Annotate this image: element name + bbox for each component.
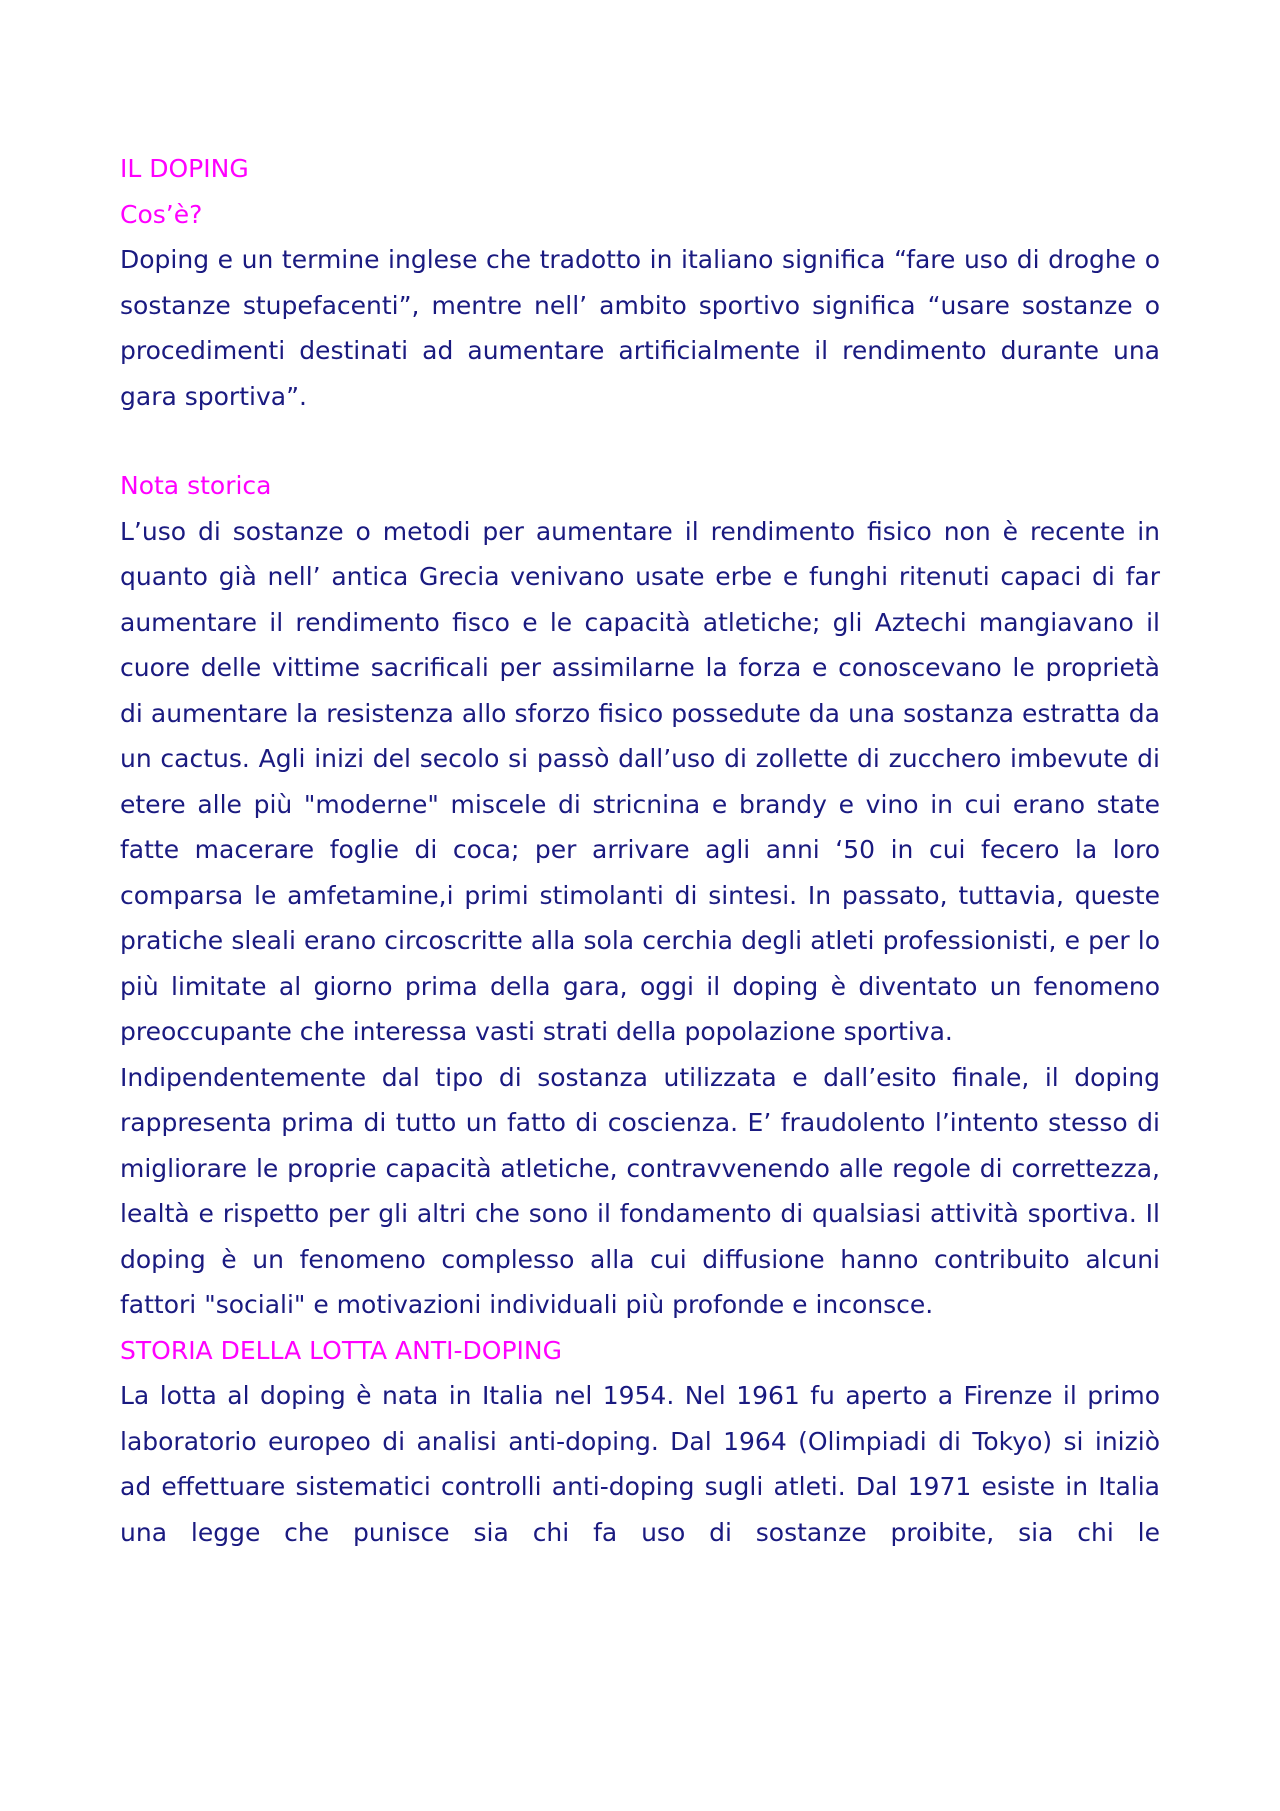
section-heading-nota-storica: Nota storica	[120, 471, 272, 500]
section-heading-anti-doping: STORIA DELLA LOTTA ANTI-DOPING	[120, 1335, 562, 1365]
paragraph-conscience: Indipendentemente dal tipo di sostanza utilizzata e dall’esito finale, il doping rappresenta prima di tutto un fatto di coscienza. E’ fraudolento l’intento stesso di migliorare le proprie capacità atletiche, contravvenendo alle regole di correttezza, lealtà e rispetto per gli altri che sono il fondamento di qualsiasi attività sportiva. Il doping è un fenomeno complesso alla cui diffusione hanno contribuito alcuni fattori "sociali" e motivazioni individuali più profonde e inconsce.	[120, 1062, 1160, 1319]
paragraph-anti-doping-history: La lotta al doping è nata in Italia nel 1954. Nel 1961 fu aperto a Firenze il primo laboratorio europeo di analisi anti-doping. Dal 1964 (Olimpiadi di Tokyo) si iniziò ad effettuare sistematici controlli anti-doping sugli atleti. Dal 1971 esiste in Italia una legge che punisce sia chi fa uso di sostanze proibite, sia chi le	[120, 1381, 1160, 1547]
paragraph-history: L’uso di sostanze o metodi per aumentare il rendimento fisico non è recente in quanto già nell’ antica Grecia venivano usate erbe e funghi ritenuti capaci di far aumentare il rendimento fisco e le capacità atletiche; gli Aztechi mangiavano il cuore delle vittime sacrificali per assimilarne la forza e conoscevano le proprietà di aumentare la resistenza allo sforzo fisico possedute da una sostanza estratta da un cactus. Agli inizi del secolo si passò dall’uso di zollette di zucchero imbevute di etere alle più "moderne" miscele di stricnina e brandy e vino in cui erano state fatte macerare foglie di coca; per arrivare agli anni ‘50 in cui fecero la loro comparsa le amfetamine,i primi stimolanti di sintesi. In passato, tuttavia, queste pratiche sleali erano circoscritte alla sola cerchia degli atleti professionisti, e per lo più limitate al giorno prima della gara, oggi il doping è diventato un fenomeno preoccupante che interessa vasti strati della popolazione sportiva.	[120, 516, 1160, 1046]
document-page	[120, 146, 1160, 1555]
paragraph-spacer	[120, 419, 1160, 463]
section-heading-cos-e: Cos’è?	[120, 199, 203, 229]
document-title: IL DOPING	[120, 154, 249, 183]
paragraph-definition: Doping e un termine inglese che tradotto in italiano significa “fare uso di droghe o sostanze stupefacenti”, mentre nell’ ambito sportivo significa “usare sostanze o procedimenti destinati ad aumentare artificialmente il rendimento durante una gara sportiva”.	[120, 245, 1160, 411]
